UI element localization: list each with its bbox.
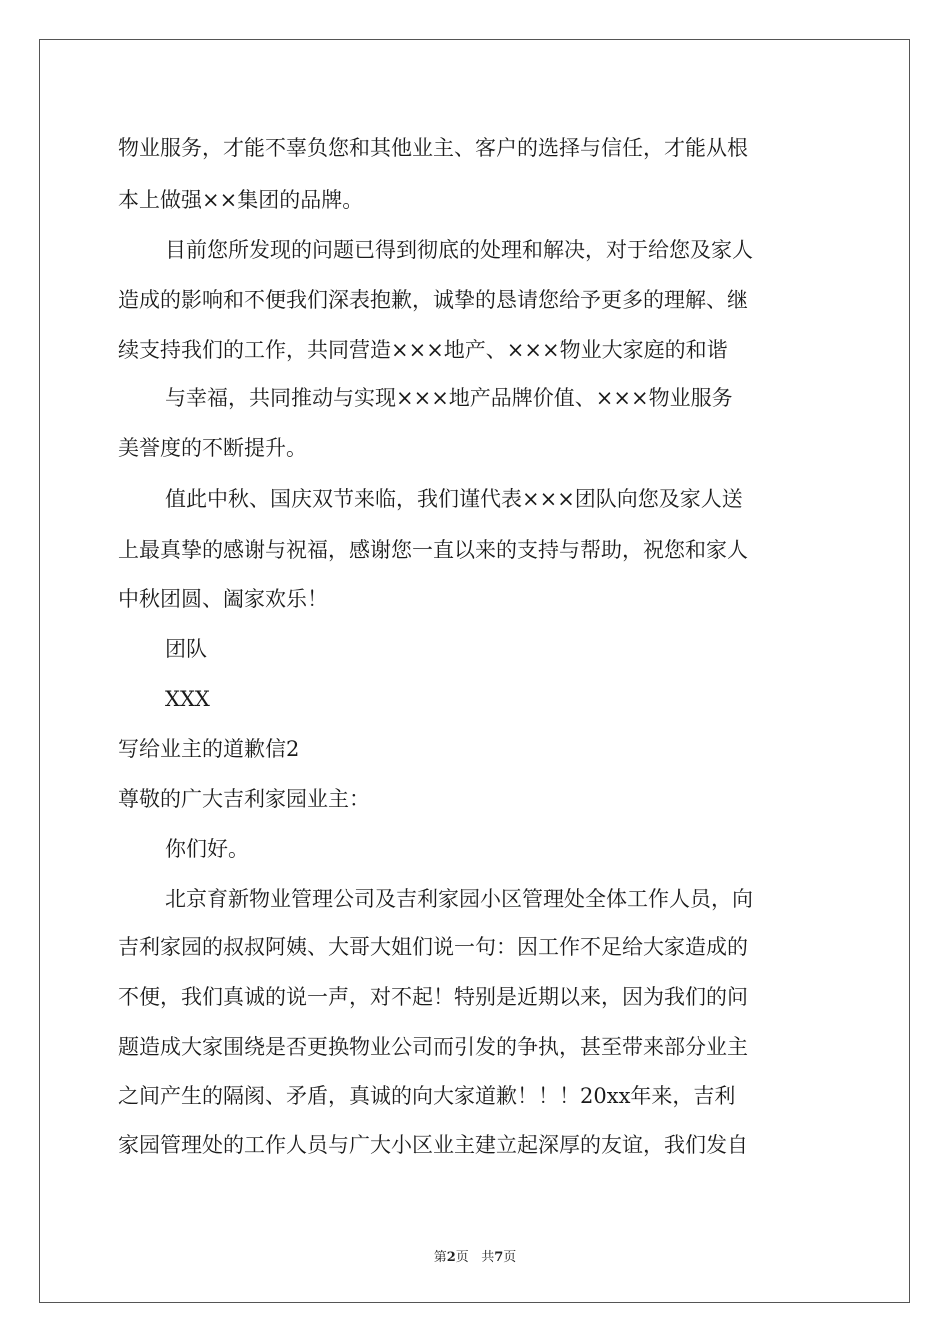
paragraph-line: 不便，我们真诚的说一声，对不起！特别是近期以来，因为我们的问 [118,985,748,1009]
page-number-footer [0,1246,950,1265]
page-suffix: 页 [503,1250,517,1265]
signature-team: 团队 [165,637,207,661]
paragraph-line: 值此中秋、国庆双节来临，我们谨代表×××团队向您及家人送 [165,487,743,511]
paragraph-line: 吉利家园的叔叔阿姨、大哥大姐们说一句：因工作不足给大家造成的 [118,935,748,959]
letter-title: 写给业主的道歉信2 [118,737,300,761]
paragraph-line: 中秋团圆、阖家欢乐！ [118,587,328,611]
paragraph-line: 续支持我们的工作，共同营造×××地产、×××物业大家庭的和谐 [118,338,728,362]
paragraph-line: 与幸福，共同推动与实现×××地产品牌价值、×××物业服务 [165,386,733,410]
paragraph-line: 美誉度的不断提升。 [118,436,307,460]
current-page-number: 2 [446,1250,456,1265]
page-prefix: 第 [433,1250,447,1265]
paragraph-line: 家园管理处的工作人员与广大小区业主建立起深厚的友谊，我们发自 [118,1133,748,1157]
paragraph-line: 物业服务，才能不辜负您和其他业主、客户的选择与信任，才能从根 [118,136,748,160]
greeting: 你们好。 [165,837,249,861]
paragraph-line: 北京育新物业管理公司及吉利家园小区管理处全体工作人员，向 [165,887,753,911]
salutation: 尊敬的广大吉利家园业主： [118,787,370,811]
paragraph-line: 题造成大家围绕是否更换物业公司而引发的争执，甚至带来部分业主 [118,1035,748,1059]
total-page-number: 7 [494,1250,504,1265]
paragraph-line: 造成的影响和不便我们深表抱歉，诚挚的恳请您给予更多的理解、继 [118,288,748,312]
paragraph-line: 上最真挚的感谢与祝福，感谢您一直以来的支持与帮助，祝您和家人 [118,538,748,562]
paragraph-line: 本上做强××集团的品牌。 [118,188,364,212]
paragraph-line: 目前您所发现的问题已得到彻底的处理和解决，对于给您及家人 [165,238,753,262]
page-mid: 页 共 [455,1250,495,1265]
page-border [39,39,910,1303]
signature-name: XXX [165,687,210,711]
paragraph-line: 之间产生的隔阂、矛盾，真诚的向大家道歉！！！20xx年来，吉利 [118,1084,736,1108]
